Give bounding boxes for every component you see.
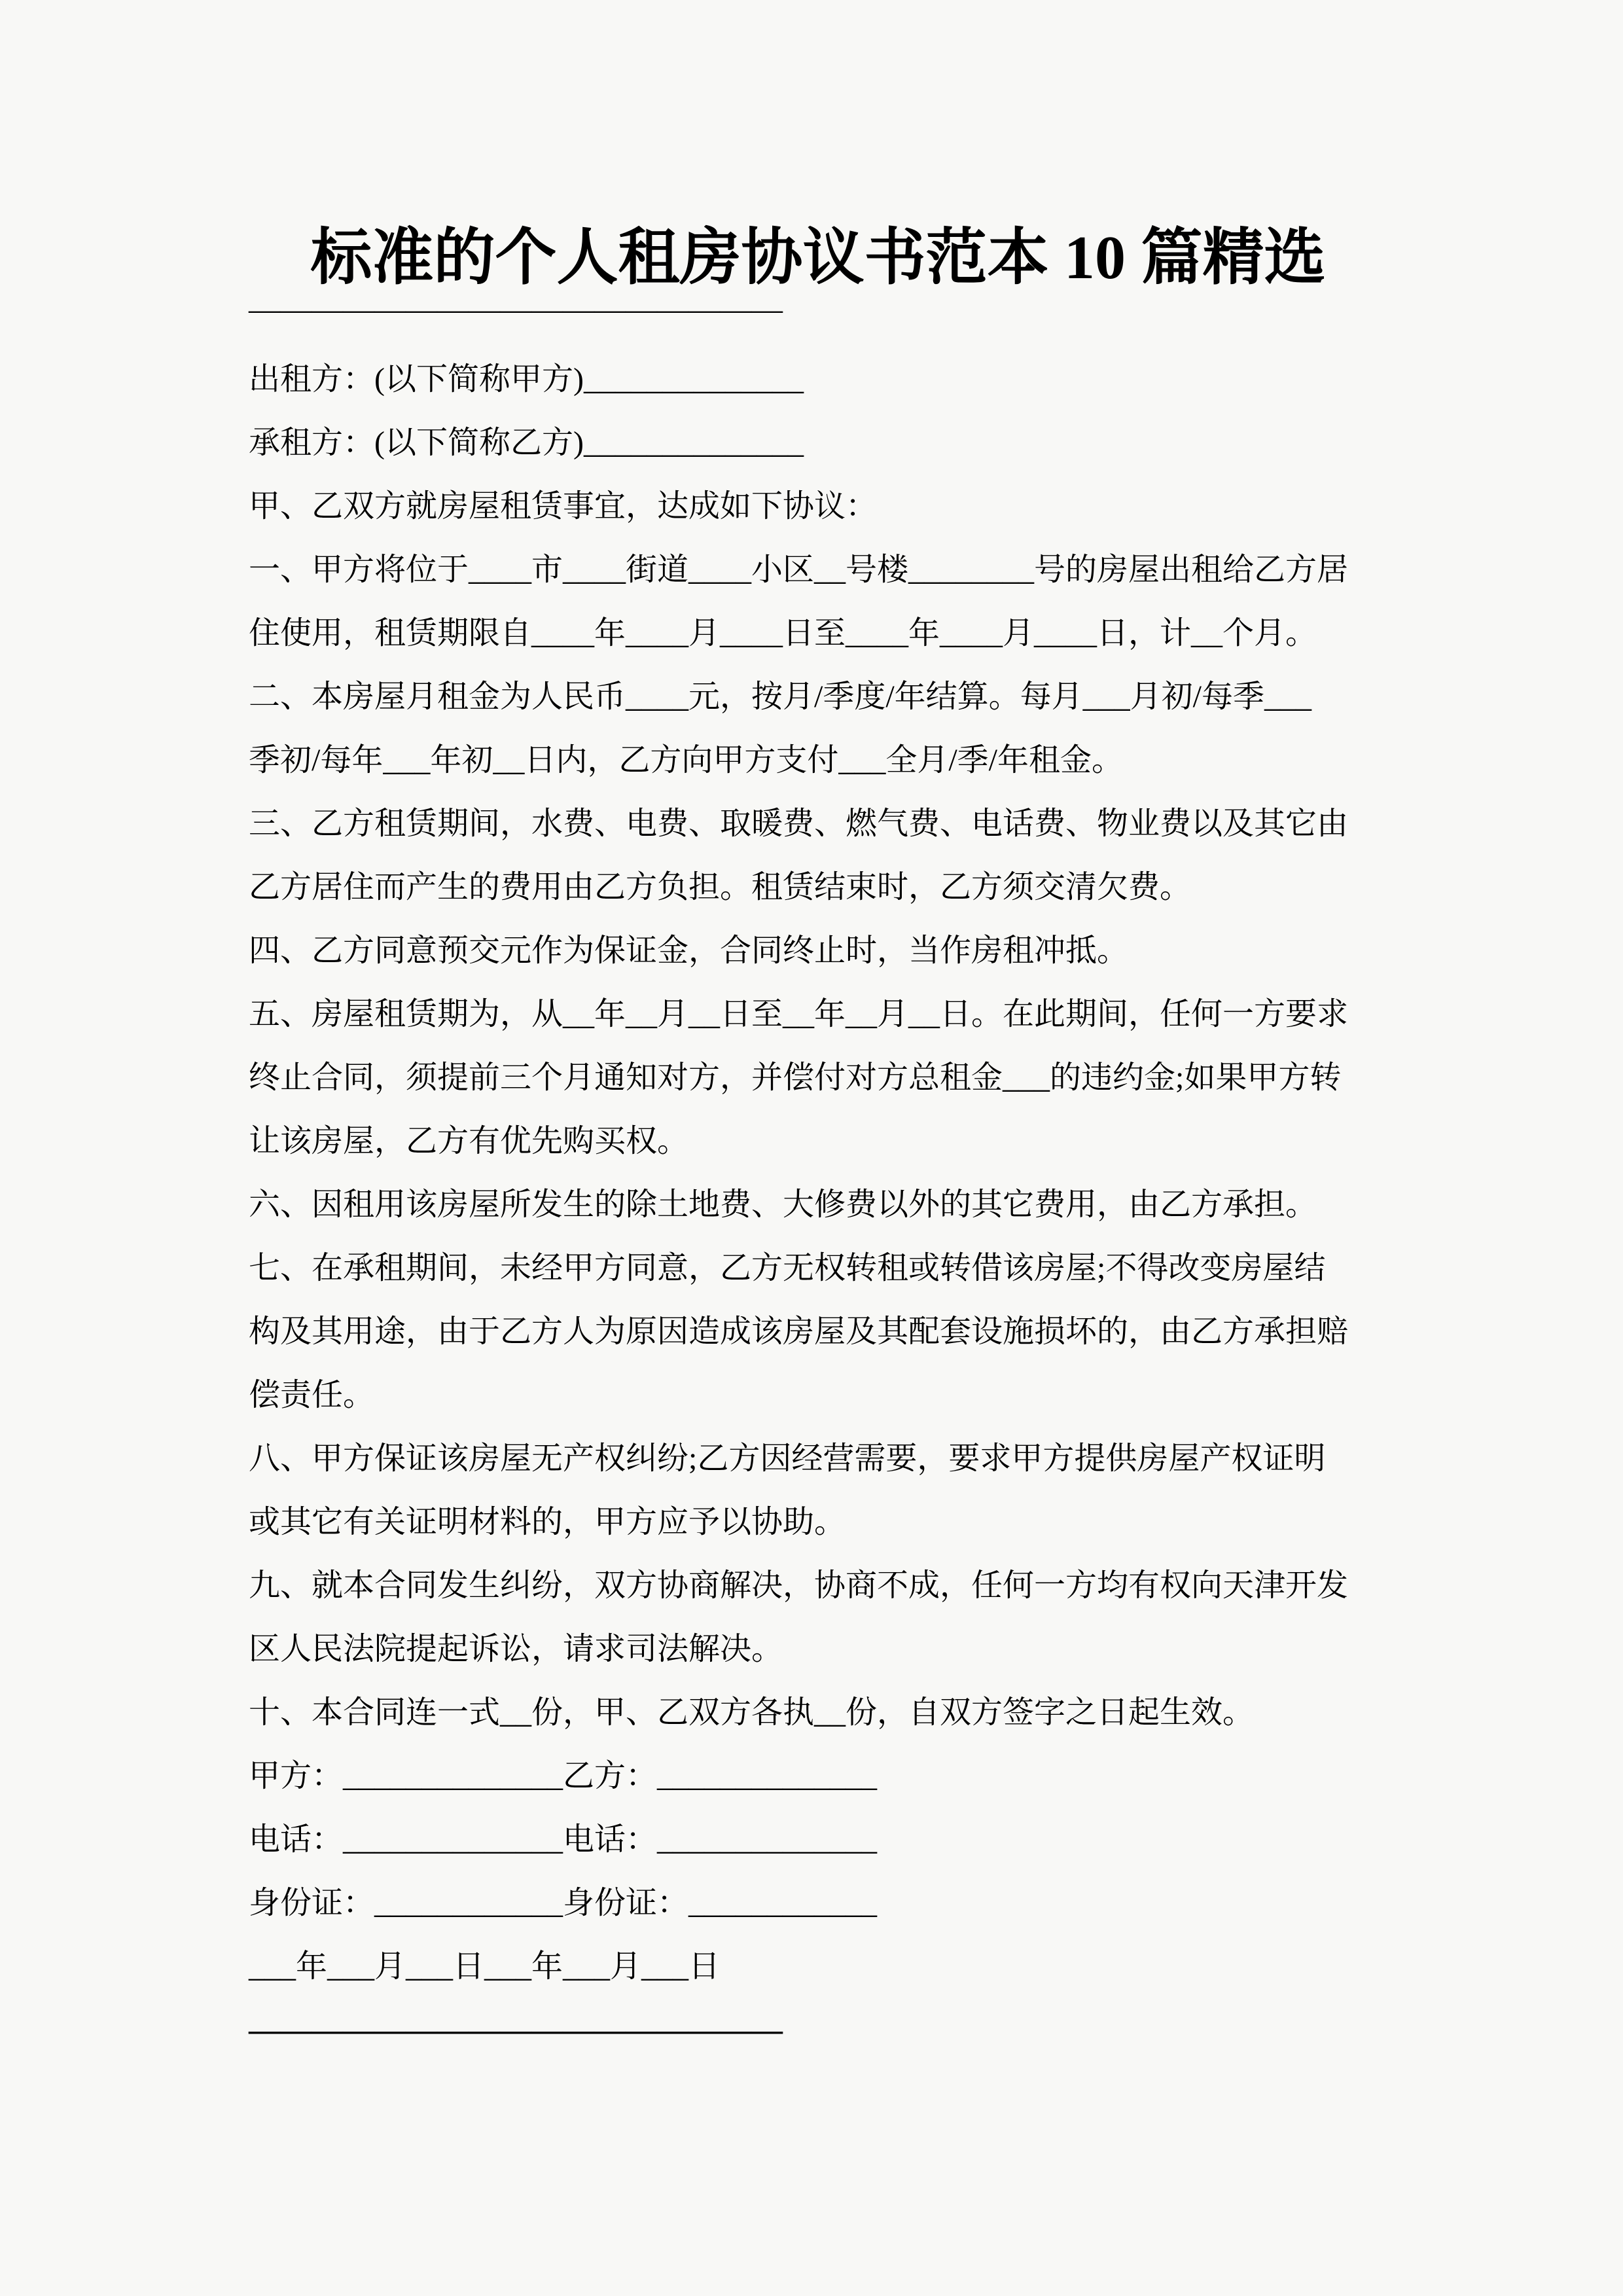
text-line-date: ___年___月___日___年___月___日 [249, 1949, 721, 1984]
text-line-clause-6: 六、因租用该房屋所发生的除土地费、大修费以外的其它费用，由乙方承担。 [249, 1187, 1317, 1222]
text-line-clause-5c: 让该房屋，乙方有优先购买权。 [249, 1124, 689, 1158]
text-line-clause-10: 十、本合同连一式__份，甲、乙双方各执__份，自双方签字之日起生效。 [249, 1695, 1255, 1730]
text-line-clause-9a: 九、就本合同发生纠纷，双方协商解决，协商不成，任何一方均有权向天津开发 [249, 1568, 1349, 1603]
text-line-clause-8a: 八、甲方保证该房屋无产权纠纷;乙方因经营需要，要求甲方提供房屋产权证明 [249, 1441, 1326, 1476]
document-title: 标准的个人租房协议书范本 10 篇精选 [310, 224, 1326, 292]
text-line-clause-5b: 终止合同，须提前三个月通知对方，并偿付对方总租金___的违约金;如果甲方转 [249, 1060, 1342, 1095]
divider-line-top: ————————————————— [249, 292, 783, 327]
text-line-clause-7a: 七、在承租期间，未经甲方同意，乙方无权转租或转借该房屋;不得改变房屋结 [249, 1251, 1326, 1285]
text-line-clause-7b: 构及其用途，由于乙方人为原因造成该房屋及其配套设施损坏的，由乙方承担赔 [249, 1314, 1349, 1349]
text-line-lessee: 承租方：(以下简称乙方)______________ [249, 425, 804, 460]
text-line-clause-1b: 住使用，租赁期限自____年____月____日至____年____月____日，计__个月。 [249, 616, 1317, 651]
text-line-clause-5a: 五、房屋租赁期为，从__年__月__日至__年__月__日。在此期间，任何一方要求 [249, 997, 1349, 1031]
text-line-clause-3b: 乙方居住而产生的费用由乙方负担。租赁结束时，乙方须交清欠费。 [249, 870, 1192, 905]
text-line-id-card: 身份证：____________身份证：____________ [249, 1886, 878, 1920]
text-line-preamble: 甲、乙双方就房屋租赁事宜，达成如下协议： [249, 489, 878, 524]
text-line-clause-2a: 二、本房屋月租金为人民币____元，按月/季度/年结算。每月___月初/每季___ [249, 679, 1312, 714]
text-line-phone: 电话：______________电话：______________ [249, 1822, 878, 1857]
divider-line-bottom: ————————————————— [249, 2013, 783, 2047]
text-line-signature: 甲方：______________乙方：______________ [249, 1759, 878, 1793]
text-line-clause-8b: 或其它有关证明材料的，甲方应予以协助。 [249, 1505, 846, 1539]
text-line-clause-7c: 偿责任。 [249, 1378, 375, 1412]
text-line-clause-3a: 三、乙方租赁期间，水费、电费、取暖费、燃气费、电话费、物业费以及其它由 [249, 806, 1349, 841]
text-line-clause-9b: 区人民法院提起诉讼，请求司法解决。 [249, 1632, 783, 1666]
text-line-clause-1a: 一、甲方将位于____市____街道____小区__号楼________号的房屋出租给乙方居 [249, 552, 1349, 587]
text-line-clause-2b: 季初/每年___年初__日内，乙方向甲方支付___全月/季/年租金。 [249, 743, 1124, 778]
text-line-lessor: 出租方：(以下简称甲方)______________ [249, 362, 804, 397]
text-line-clause-4: 四、乙方同意预交元作为保证金，合同终止时，当作房租冲抵。 [249, 933, 1129, 968]
